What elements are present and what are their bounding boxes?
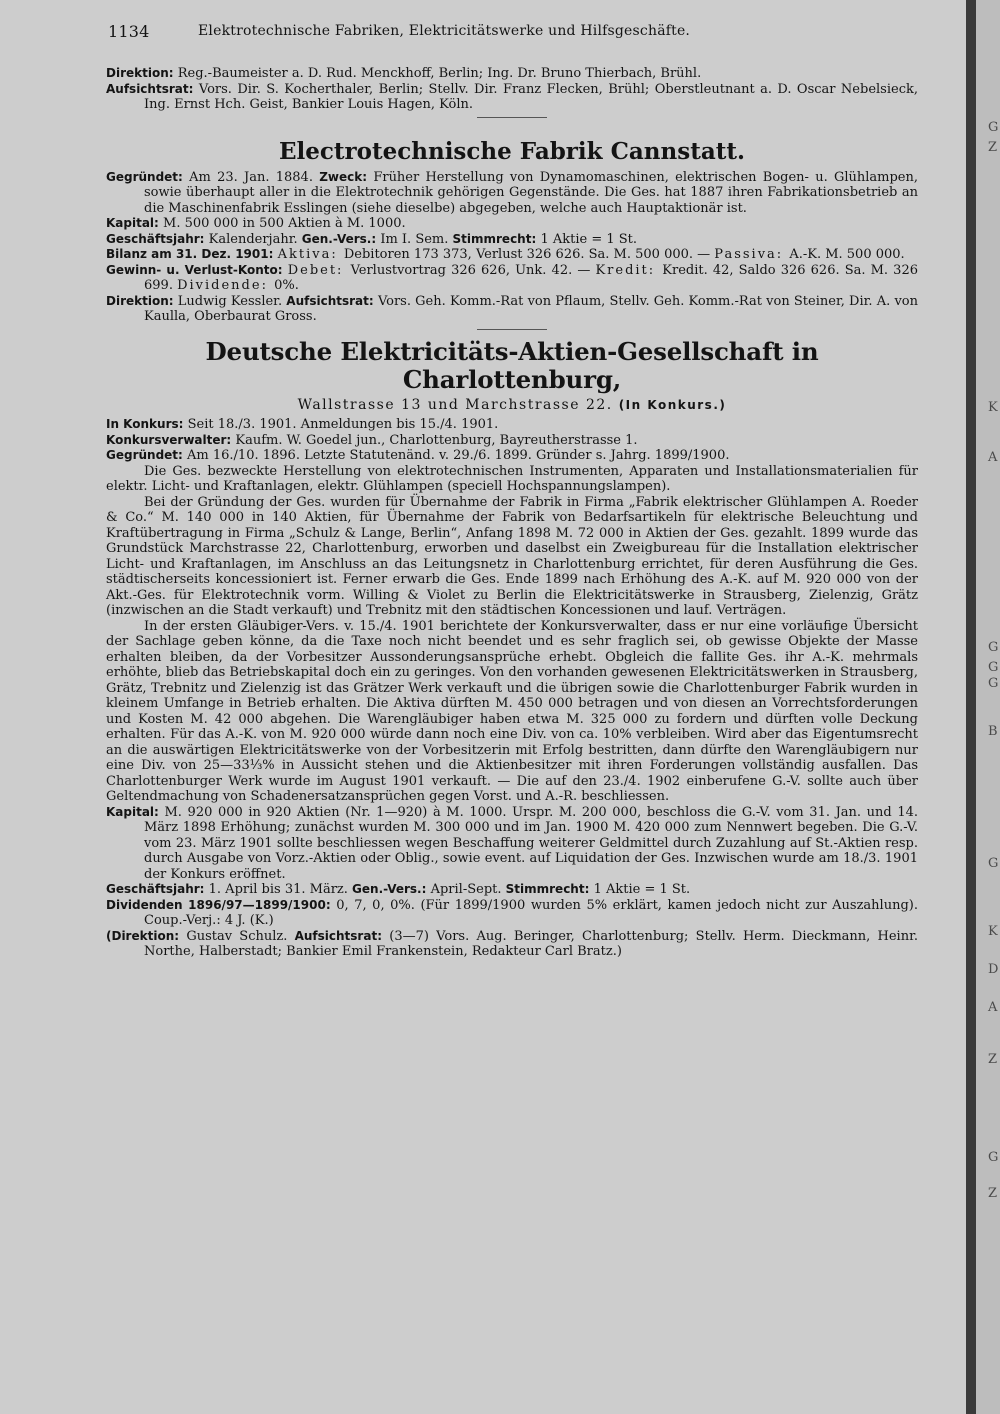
margin-letter: A <box>988 450 998 465</box>
field-text: Am 23. Jan. 1884. <box>189 169 320 185</box>
field-label: Aufsichtsrat: <box>106 81 199 96</box>
margin-letter: G <box>988 660 999 675</box>
field-text: 0%. <box>274 278 299 293</box>
field-text: Kalenderjahr. <box>208 231 302 247</box>
field-text: A.-K. M. 500 000. <box>789 247 905 262</box>
paragraph <box>106 495 918 619</box>
field-label: Gegründet: <box>106 448 188 462</box>
field-label: Gen.-Vers.: <box>301 231 381 246</box>
company-entry-charlottenburg <box>106 417 918 960</box>
field-label: Direktion: <box>106 66 178 80</box>
field-text: Debitoren 173 373, Verlust 326 626. Sa. M. 500 000. — <box>343 247 715 262</box>
field-text: M. 500 000 in 500 Aktien à M. 1000. <box>163 216 406 231</box>
margin-letter: B <box>988 724 998 739</box>
paragraph <box>106 247 918 263</box>
intro-block <box>106 66 918 113</box>
margin-letter: G <box>988 640 999 655</box>
field-text: Vors. Dir. S. Kocherthaler, Berlin; Stellv. Dir. Franz Flecken, Brühl; Oberstleutnant a. D. Oscar Nebelsieck, Ing. Ernst Hch. Geist, Bankier Louis Hagen, Köln. <box>144 81 918 112</box>
paragraph <box>106 294 918 325</box>
field-label: Konkursverwalter: <box>106 432 236 447</box>
field-label: Gegründet: <box>106 169 190 184</box>
field-text: April-Sept. <box>430 882 506 897</box>
paragraph <box>106 805 918 883</box>
company-entry-cannstatt <box>106 170 918 325</box>
paragraph <box>106 464 918 495</box>
field-label: Gen.-Vers.: <box>352 882 431 896</box>
konkurs-status: (In Konkurs.) <box>618 397 727 412</box>
field-label: Dividenden 1896/97—1899/1900: <box>106 897 337 912</box>
field-text: Gustav Schulz. <box>186 928 295 944</box>
field-text: 1 Aktie = 1 St. <box>540 231 638 247</box>
paragraph <box>106 263 918 294</box>
spaced-label: Passiva: <box>714 247 790 262</box>
company-title-charlottenburg: Deutsche Elektricitäts-Aktien-Gesellschaft in Charlottenburg, <box>205 336 819 394</box>
margin-letter: K <box>988 400 998 415</box>
field-label: Stimmrecht: <box>505 882 594 896</box>
field-text: Verlustvortrag 326 626, Unk. 42. — <box>350 262 596 278</box>
paragraph <box>106 66 918 82</box>
field-label: Kapital: <box>106 216 164 230</box>
margin-letter: D <box>988 962 999 977</box>
section-divider <box>477 117 547 118</box>
field-text: Früher Herstellung von Dynamomaschinen, elektrischen Bogen- u. Glühlampen, sowie überhaupt aller in die Elektrotechnik gehörigen Gegenstände. Die Ges. hat 1887 ihren Fabrikationsbetrieb an die Maschinenfabrik Esslingen (siehe dieselbe) abgegeben, welche auch Hauptaktionär ist. <box>144 169 918 216</box>
field-text: M. 920 000 in 920 Aktien (Nr. 1—920) à M. 1000. Urspr. M. 200 000, beschloss die G.-V. vom 31. Jan. und 14. März 1898 Erhöhung; zunächst wurden M. 300 000 und im Jan. 1900 M. 420 000 zum Nennwert begeben. Die G.-V. vom 23. März 1901 sollte beschliessen wegen Beschaffung weiterer Geldmittel durch Zuzahlung auf St.-Aktien resp. durch Ausgabe von Vorz.-Aktien oder Oblig., sowie event. auf Liquidation der Ges. Inzwischen wurde am 18./3. 1901 der Konkurs eröffnet. <box>144 804 918 882</box>
field-label: Aufsichtsrat: <box>286 293 378 308</box>
paragraph <box>106 216 918 232</box>
margin-letter: G <box>988 856 999 871</box>
margin-letter: A <box>988 1000 998 1015</box>
company-address <box>106 398 918 414</box>
margin-letter: G <box>988 120 999 135</box>
field-text: 1 Aktie = 1 St. <box>593 882 691 897</box>
spaced-label: Aktiva: <box>277 247 344 262</box>
margin-letter: G <box>988 1150 999 1165</box>
field-text: Vors. Geh. Komm.-Rat von Pflaum, Stellv. Geh. Komm.-Rat von Steiner, Dir. A. von Kaulla, Oberbaurat Gross. <box>144 293 919 324</box>
paragraph <box>106 417 918 433</box>
margin-letter: Z <box>988 140 998 155</box>
field-label: Geschäftsjahr: <box>106 231 209 246</box>
margin-letter: Z <box>988 1052 998 1067</box>
page-number: 1134 <box>108 22 150 41</box>
paragraph <box>106 882 918 898</box>
book-spine <box>966 0 976 1414</box>
field-text: Die Ges. bezweckte Herstellung von elektrotechnischen Instrumenten, Apparaten und Installationsmaterialien für elektr. Licht- und Kraftanlagen, elektr. Glühlampen (speciell Hochspannungslampen). <box>106 463 918 494</box>
field-text: Seit 18./3. 1901. Anmeldungen bis 15./4. 1901. <box>187 417 499 432</box>
paragraph <box>106 170 918 217</box>
field-text: Kaufm. W. Goedel jun., Charlottenburg, Bayreutherstrasse 1. <box>235 432 638 448</box>
margin-letter: Z <box>988 1186 998 1201</box>
margin-letter: G <box>988 676 999 691</box>
field-label: Bilanz am 31. Dez. 1901: <box>106 247 278 261</box>
address-text: Wallstrasse 13 und Marchstrasse 22. <box>297 396 619 413</box>
field-text: Am 16./10. 1896. Letzte Statutenänd. v. 29./6. 1899. Gründer s. Jahrg. 1899/1900. <box>187 448 730 463</box>
field-text: Reg.-Baumeister a. D. Rud. Menckhoff, Berlin; Ing. Dr. Bruno Thierbach, Brühl. <box>177 66 702 81</box>
field-text: Bei der Gründung der Ges. wurden für Übernahme der Fabrik in Firma „Fabrik elektrischer Glühlampen A. Roeder & Co.“ M. 140 000 in 140 Aktien, für Übernahme der Fabrik von Bedarfsartikeln für elektrische Beleuchtung und Kraftübertragung in Firma „Schulz & Lange, Berlin“, Anfang 1898 M. 72 000 in Aktien der Ges. gezahlt. 1899 wurde das Grundstück Marchstrasse 22, Charlottenburg, erworben und daselbst ein Zweigbureau für die Installation elektrischer Licht- und Kraftanlagen, im Anschluss an das Leitungsnetz in Charlottenburg errichtet, für deren Ausführung die Ges. städtischerseits koncessioniert ist. Ferner erwarb die Ges. Ende 1899 nach Erhöhung des A.-K. auf M. 920 000 von der Akt.-Ges. für Elektrotechnik vorm. Willing & Violet zu Berlin die Elektricitätswerke in Strausberg, Zielenzig, Grätz (inzwischen an die Stadt verkauft) und Trebnitz mit den städtischen Koncessionen und lauf. Verträgen. <box>106 494 918 618</box>
spaced-label: Dividende: <box>177 278 275 293</box>
field-label: In Konkurs: <box>106 417 188 431</box>
paragraph <box>106 898 918 929</box>
paragraph <box>106 448 918 464</box>
paragraph <box>106 232 918 248</box>
field-label: Zweck: <box>319 169 374 184</box>
field-label: Kapital: <box>106 804 165 819</box>
field-text: (3—7) Vors. Aug. Beringer, Charlottenburg; Stellv. Herm. Dieckmann, Heinr. Northe, Halberstadt; Bankier Emil Frankenstein, Redakteur Carl Bratz.) <box>144 928 918 959</box>
field-text: 0, 7, 0, 0%. (Für 1899/1900 wurden 5% erklärt, kamen jedoch nicht zur Auszahlung). Coup.-Verj.: 4 J. (K.) <box>144 897 918 928</box>
spaced-label: Debet: <box>287 262 351 278</box>
page-content <box>106 66 918 960</box>
field-label: Stimmrecht: <box>452 231 541 246</box>
field-text: Ludwig Kessler. <box>177 293 287 309</box>
field-text: In der ersten Gläubiger-Vers. v. 15./4. 1901 berichtete der Konkursverwalter, dass er nur eine vorläufige Übersicht der Sachlage geben könne, da die Taxe noch nicht beendet und es sehr fraglich sei, ob gewisse Objekte der Masse erhalten bleiben, da der Vorbesitzer Aussonderungsansprüche erhebt. Obgleich die fallite Ges. ihr A.-K. mehrmals erhöhte, blieb das Betriebskapital doch ein zu geringes. Von den vorhanden gewesenen Elektricitätswerken in Strausberg, Grätz, Trebnitz und Zielenzig ist das Grätzer Werk verkauft und die übrigen sowie die Charlottenburger Fabrik wurden in kleinem Umfange in Betrieb erhalten. Die Aktiva dürften M. 450 000 betragen und von diesen an Vorrechtsforderungen und Kosten M. 42 000 abgehen. Die Warengläubiger haben etwa M. 325 000 zu fordern und dürften volle Deckung erhalten. Für das A.-K. von M. 920 000 würde dann noch eine Div. von ca. 10% verbleiben. Wird aber das Eigentumsrecht an die auswärtigen Elektricitätswerke von der Vorbesitzerin mit Erfolg bestritten, dann dürfte den Warengläubigern nur eine Div. von 25—33⅓% in Aussicht stehen und die Aktienbesitzer mit ihren Forderungen vollständig ausfallen. Das Charlottenburger Werk wurde im August 1901 verkauft. — Die auf den 23./4. 1902 einberufene G.-V. sollte auch über Geltendmachung von Schadenersatzansprüchen gegen Vorst. und A.-R. beschliessen. <box>106 618 918 804</box>
field-label: Geschäftsjahr: <box>106 882 209 896</box>
spaced-label: Kredit: <box>595 262 663 278</box>
paragraph <box>106 82 918 113</box>
field-label: Direktion: <box>106 293 178 308</box>
paragraph <box>106 619 918 805</box>
field-label: Gewinn- u. Verlust-Konto: <box>106 262 288 277</box>
paragraph <box>106 433 918 449</box>
running-title: Elektrotechnische Fabriken, Elektricitätswerke und Hilfsgeschäfte. <box>198 23 691 39</box>
adjacent-page-edge <box>976 0 1000 1414</box>
field-text: Kredit. 42, Saldo 326 626. Sa. M. 326 699. <box>144 262 918 293</box>
field-label: Aufsichtsrat: <box>294 928 390 943</box>
section-divider <box>477 329 547 330</box>
company-title-cannstatt: Electrotechnische Fabrik Cannstatt. <box>279 137 745 165</box>
paragraph <box>106 929 918 960</box>
margin-letter: K <box>988 924 998 939</box>
field-text: 1. April bis 31. März. <box>208 882 353 897</box>
field-text: Im I. Sem. <box>380 231 453 247</box>
field-label: (Direktion: <box>106 928 187 943</box>
